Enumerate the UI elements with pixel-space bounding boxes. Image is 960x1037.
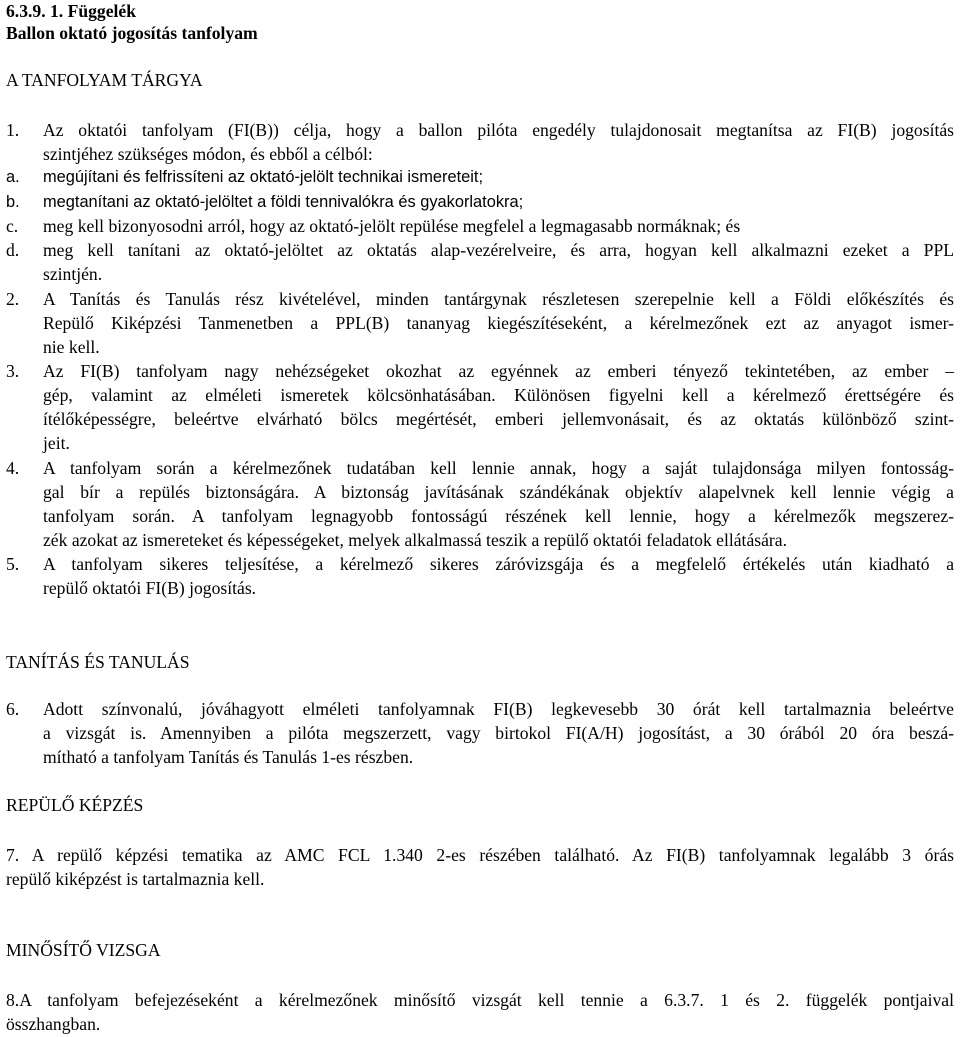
list-item-text: meg kell tanítani az oktató-jelöltet az oktatás alap-vezérelveire, és arra, hogyan kell alkalmazni ezeket a PPL [43, 240, 954, 260]
paragraph-number: 4. [6, 458, 20, 478]
paragraph-line: zék azokat az ismereteket és képességeket, melyek alkalmassá teszik a repülő oktatói feladatok ellátására. [43, 530, 787, 550]
list-item-label: b. [6, 193, 20, 211]
paragraph-line: tanfolyam során. A tanfolyam legnagyobb fontosságú részének kell lennie, hogy a kérelmezők megszerez- [43, 506, 954, 526]
list-item-label: d. [6, 240, 20, 260]
paragraph-line: A tanfolyam során a kérelmezőnek tudatában kell lennie annak, hogy a saját tulajdonsága milyen fontosság- [43, 458, 954, 478]
heading-flight-training: REPÜLŐ KÉPZÉS [6, 795, 144, 815]
list-item-text: megújítani és felfrissíteni az oktató-jelölt technikai ismereteit; [43, 168, 484, 186]
list-item-label: a. [6, 168, 20, 186]
paragraph-number: 5. [6, 554, 20, 574]
list-item-label: c. [6, 216, 19, 236]
paragraph-line: Repülő Kiképzési Tanmenetben a PPL(B) tananyag kiegészítéseként, a kérelmezőnek ezt az anyagot ismer- [43, 313, 954, 333]
paragraph-line: ítélőképességre, beleértve elvárható bölcs megértését, emberi jellemvonásait, és az oktatás különböző szint- [43, 409, 954, 429]
paragraph-line: A Tanítás és Tanulás rész kivételével, minden tantárgynak részletesen szerepelnie kell a Földi előkészítés és [43, 289, 954, 309]
list-item-text: meg kell bizonyosodni arról, hogy az oktató-jelölt repülése megfelel a legmagasabb normáknak; és [43, 216, 741, 236]
paragraph-line: repülő oktatói FI(B) jogosítás. [43, 578, 257, 598]
paragraph-line: Adott színvonalú, jóváhagyott elméleti tanfolyamnak FI(B) legkevesebb 30 órát kell tartalmaznia beleértve [43, 699, 954, 719]
paragraph-line: mítható a tanfolyam Tanítás és Tanulás 1-es részben. [43, 747, 414, 767]
paragraph-line: Az oktatói tanfolyam (FI(B)) célja, hogy a ballon pilóta engedély tulajdonosait megtanítsa az FI(B) jogosítás [43, 120, 954, 140]
list-item-text: szintjén. [43, 264, 103, 284]
paragraph-line: gal bír a repülés biztonságára. A biztonság javításának szándékának objektív alapelvnek kell lennie végig a [43, 482, 954, 502]
paragraph-number: 3. [6, 361, 20, 381]
paragraph-line: 8.A tanfolyam befejezéseként a kérelmezőnek minősítő vizsgát kell tennie a 6.3.7. 1 és 2. függelék pontjaival [6, 990, 954, 1010]
paragraph-line: nie kell. [43, 337, 100, 357]
paragraph-line: A tanfolyam sikeres teljesítése, a kérelmező sikeres záróvizsgája és a megfelelő értékelés után kiadható a [43, 554, 954, 574]
paragraph-line: összhangban. [6, 1014, 101, 1034]
heading-course-subject: A TANFOLYAM TÁRGYA [6, 70, 203, 90]
paragraph-line: repülő kiképzést is tartalmaznia kell. [6, 869, 265, 889]
list-item-text: megtanítani az oktató-jelöltet a földi tennivalókra és gyakorlatokra; [43, 193, 524, 211]
heading-exam: MINŐSÍTŐ VIZSGA [6, 940, 161, 960]
paragraph-line: 7. A repülő képzési tematika az AMC FCL 1.340 2-es részében található. Az FI(B) tanfolyamnak legalább 3 órás [6, 845, 954, 865]
paragraph-line: gép, valamint az elméleti ismeretek kölcsönhatásában. Különösen figyelni kell a kérelmező érettségére és [43, 385, 954, 405]
paragraph-line: Az FI(B) tanfolyam nagy nehézségeket okozhat az egyénnek az emberi tényező tekintetében, az ember – [43, 361, 954, 381]
paragraph-number: 2. [6, 289, 20, 309]
paragraph-number: 6. [6, 699, 20, 719]
paragraph-line: szintjéhez szükséges módon, és ebből a célból: [43, 144, 373, 164]
paragraph-line: jeit. [43, 433, 70, 453]
section-number: 6.3.9. 1. Függelék [6, 1, 136, 21]
paragraph-number: 1. [6, 120, 20, 140]
heading-teaching: TANÍTÁS ÉS TANULÁS [6, 652, 190, 672]
paragraph-line: a vizsgát is. Amennyiben a pilóta megszerzett, vagy birtokol FI(A/H) jogosítást, a 30 órából 20 óra beszá- [43, 723, 954, 743]
document-title: Ballon oktató jogosítás tanfolyam [6, 23, 258, 43]
